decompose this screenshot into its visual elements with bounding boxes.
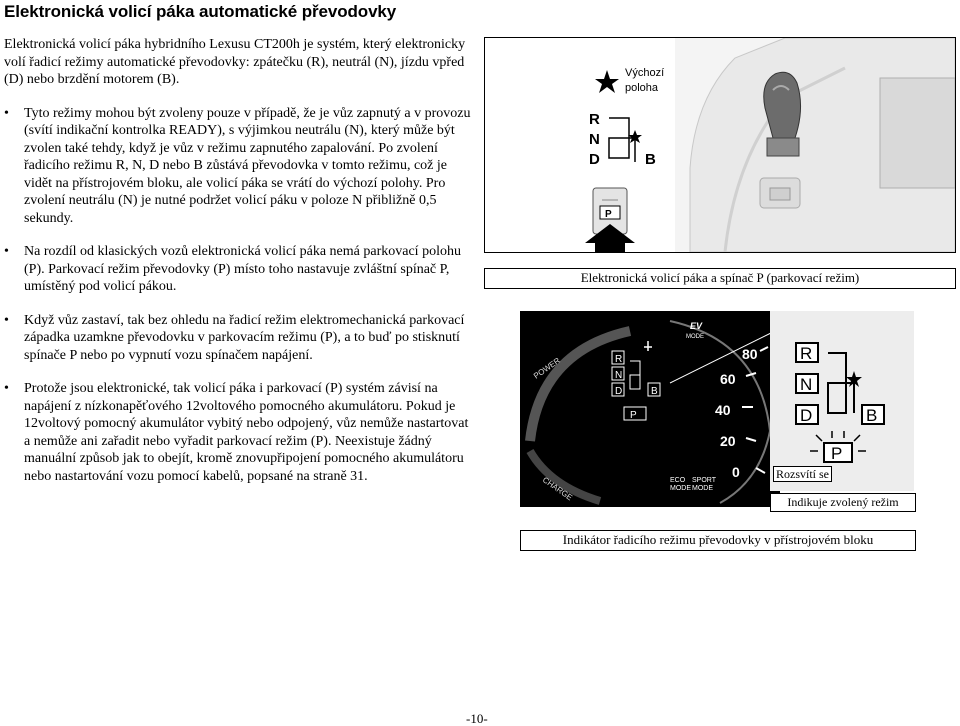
bullet-list xyxy=(4,105,474,486)
power-label: POWER xyxy=(531,355,562,381)
speed-60: 60 xyxy=(720,371,736,387)
ind-p: P xyxy=(630,410,637,421)
bullet-item: • Tyto režimy mohou být zvoleny pouze v případě, že je vůz zapnutý a v provozu (svítí indikační kontrolka READY), s výjimkou neutrálu (N), který může být zvolen také tehdy, když je vůz v režimu zapnutého zapalování. Po zvolení řadicího režimu R, N, D nebo B zůstává převodovka v tomto režimu, což je vidět na přístrojovém bloku, ale volicí páka se vrátí do výchozí polohy. Pro zvolení neutrálu (N) je nutné podržet volicí páku v poloze N přibližně 0,5 sekundy. xyxy=(4,105,474,228)
indicator-zoom xyxy=(770,311,914,491)
p-switch-label: P xyxy=(605,209,612,220)
blink-label: Rozsvítí se xyxy=(773,466,832,482)
eco-mode-line1: ECO xyxy=(670,477,686,484)
speed-0: 0 xyxy=(732,464,740,480)
zoom-b: B xyxy=(866,406,878,425)
ind-b: B xyxy=(651,386,658,397)
ev-mode-line2: MODE xyxy=(686,334,704,340)
zoom-p: P xyxy=(831,444,843,463)
speed-40: 40 xyxy=(715,402,731,418)
ind-d: D xyxy=(615,386,623,397)
page-number: -10- xyxy=(466,711,488,726)
charge-label: CHARGE xyxy=(540,475,575,503)
figure2-caption: Indikátor řadicího režimu převodovky v přístrojovém bloku xyxy=(520,530,916,551)
intro-paragraph: Elektronická volicí páka hybridního Lexusu CT200h je systém, který elektronicky volí řadicí režimy automatické převodovky: zpátečku (R), neutrál (N), jízdu vpřed (D) nebo brzdění motorem (B). xyxy=(4,37,466,87)
legend-default-line1: Výchozí xyxy=(625,67,665,79)
figure1-caption: Elektronická volicí páka a spínač P (parkovací režim) xyxy=(484,268,956,289)
body-text xyxy=(4,36,474,501)
instrument-cluster-figure xyxy=(520,311,780,507)
zoom-n: N xyxy=(800,375,813,394)
shift-lever-figure xyxy=(484,37,956,253)
gate-r-label: R xyxy=(589,111,600,128)
zoom-r: R xyxy=(800,344,813,363)
shift-lever-illustration xyxy=(485,38,955,252)
gate-n-label: N xyxy=(589,131,600,148)
bullet-item: • Protože jsou elektronické, tak volicí páka i parkovací (P) systém závisí na napájení z nízkonapěťového 12voltového pomocného akumulátoru. Pokud je 12voltový pomocný akumulátor vybitý nebo odpojený, vůz nemůže nastartovat a nemůže ani zařadit nebo vyřadit parkovací režim (P). Neexistuje žádný manuální způsob jak to obejít, kromě znovupřipojení pomocného akumulátoru nebo nastartování vozu pomocí kabelů, popsané na straně 31. xyxy=(4,380,474,485)
ev-mode-line1: EV xyxy=(690,321,703,331)
page-title: Elektronická volicí páka automatické převodovky xyxy=(4,2,397,21)
speed-20: 20 xyxy=(720,433,736,449)
instrument-cluster-illustration xyxy=(520,311,780,507)
ind-r: R xyxy=(615,354,623,365)
sport-mode-line2: MODE xyxy=(692,485,713,492)
gate-d-label: D xyxy=(589,151,600,168)
eco-mode-line2: MODE xyxy=(670,485,691,492)
star-icon xyxy=(595,70,619,93)
speed-80: 80 xyxy=(742,346,758,362)
bullet-item: • Na rozdíl od klasických vozů elektronická volicí páka nemá parkovací polohu (P). Parkovací režim převodovky (P) místo toho nastavuje zvláštní spínač P, umístěný pod volicí pákou. xyxy=(4,243,474,296)
sport-mode-line1: SPORT xyxy=(692,477,716,484)
ind-n: N xyxy=(615,370,623,381)
gate-b-label: B xyxy=(645,151,656,168)
indicator-zoom-illustration xyxy=(770,311,914,491)
legend-default-line2: poloha xyxy=(625,82,659,94)
zoom-d: D xyxy=(800,406,813,425)
selected-mode-label: Indikuje zvolený režim xyxy=(770,493,916,512)
bullet-item: • Když vůz zastaví, tak bez ohledu na řadicí režim elektromechanická parkovací západka uzamkne převodovku v parkovacím režimu (P), a to buď po stisknutí spínače P nebo po vypnutí vozu spínačem napájení. xyxy=(4,312,474,365)
